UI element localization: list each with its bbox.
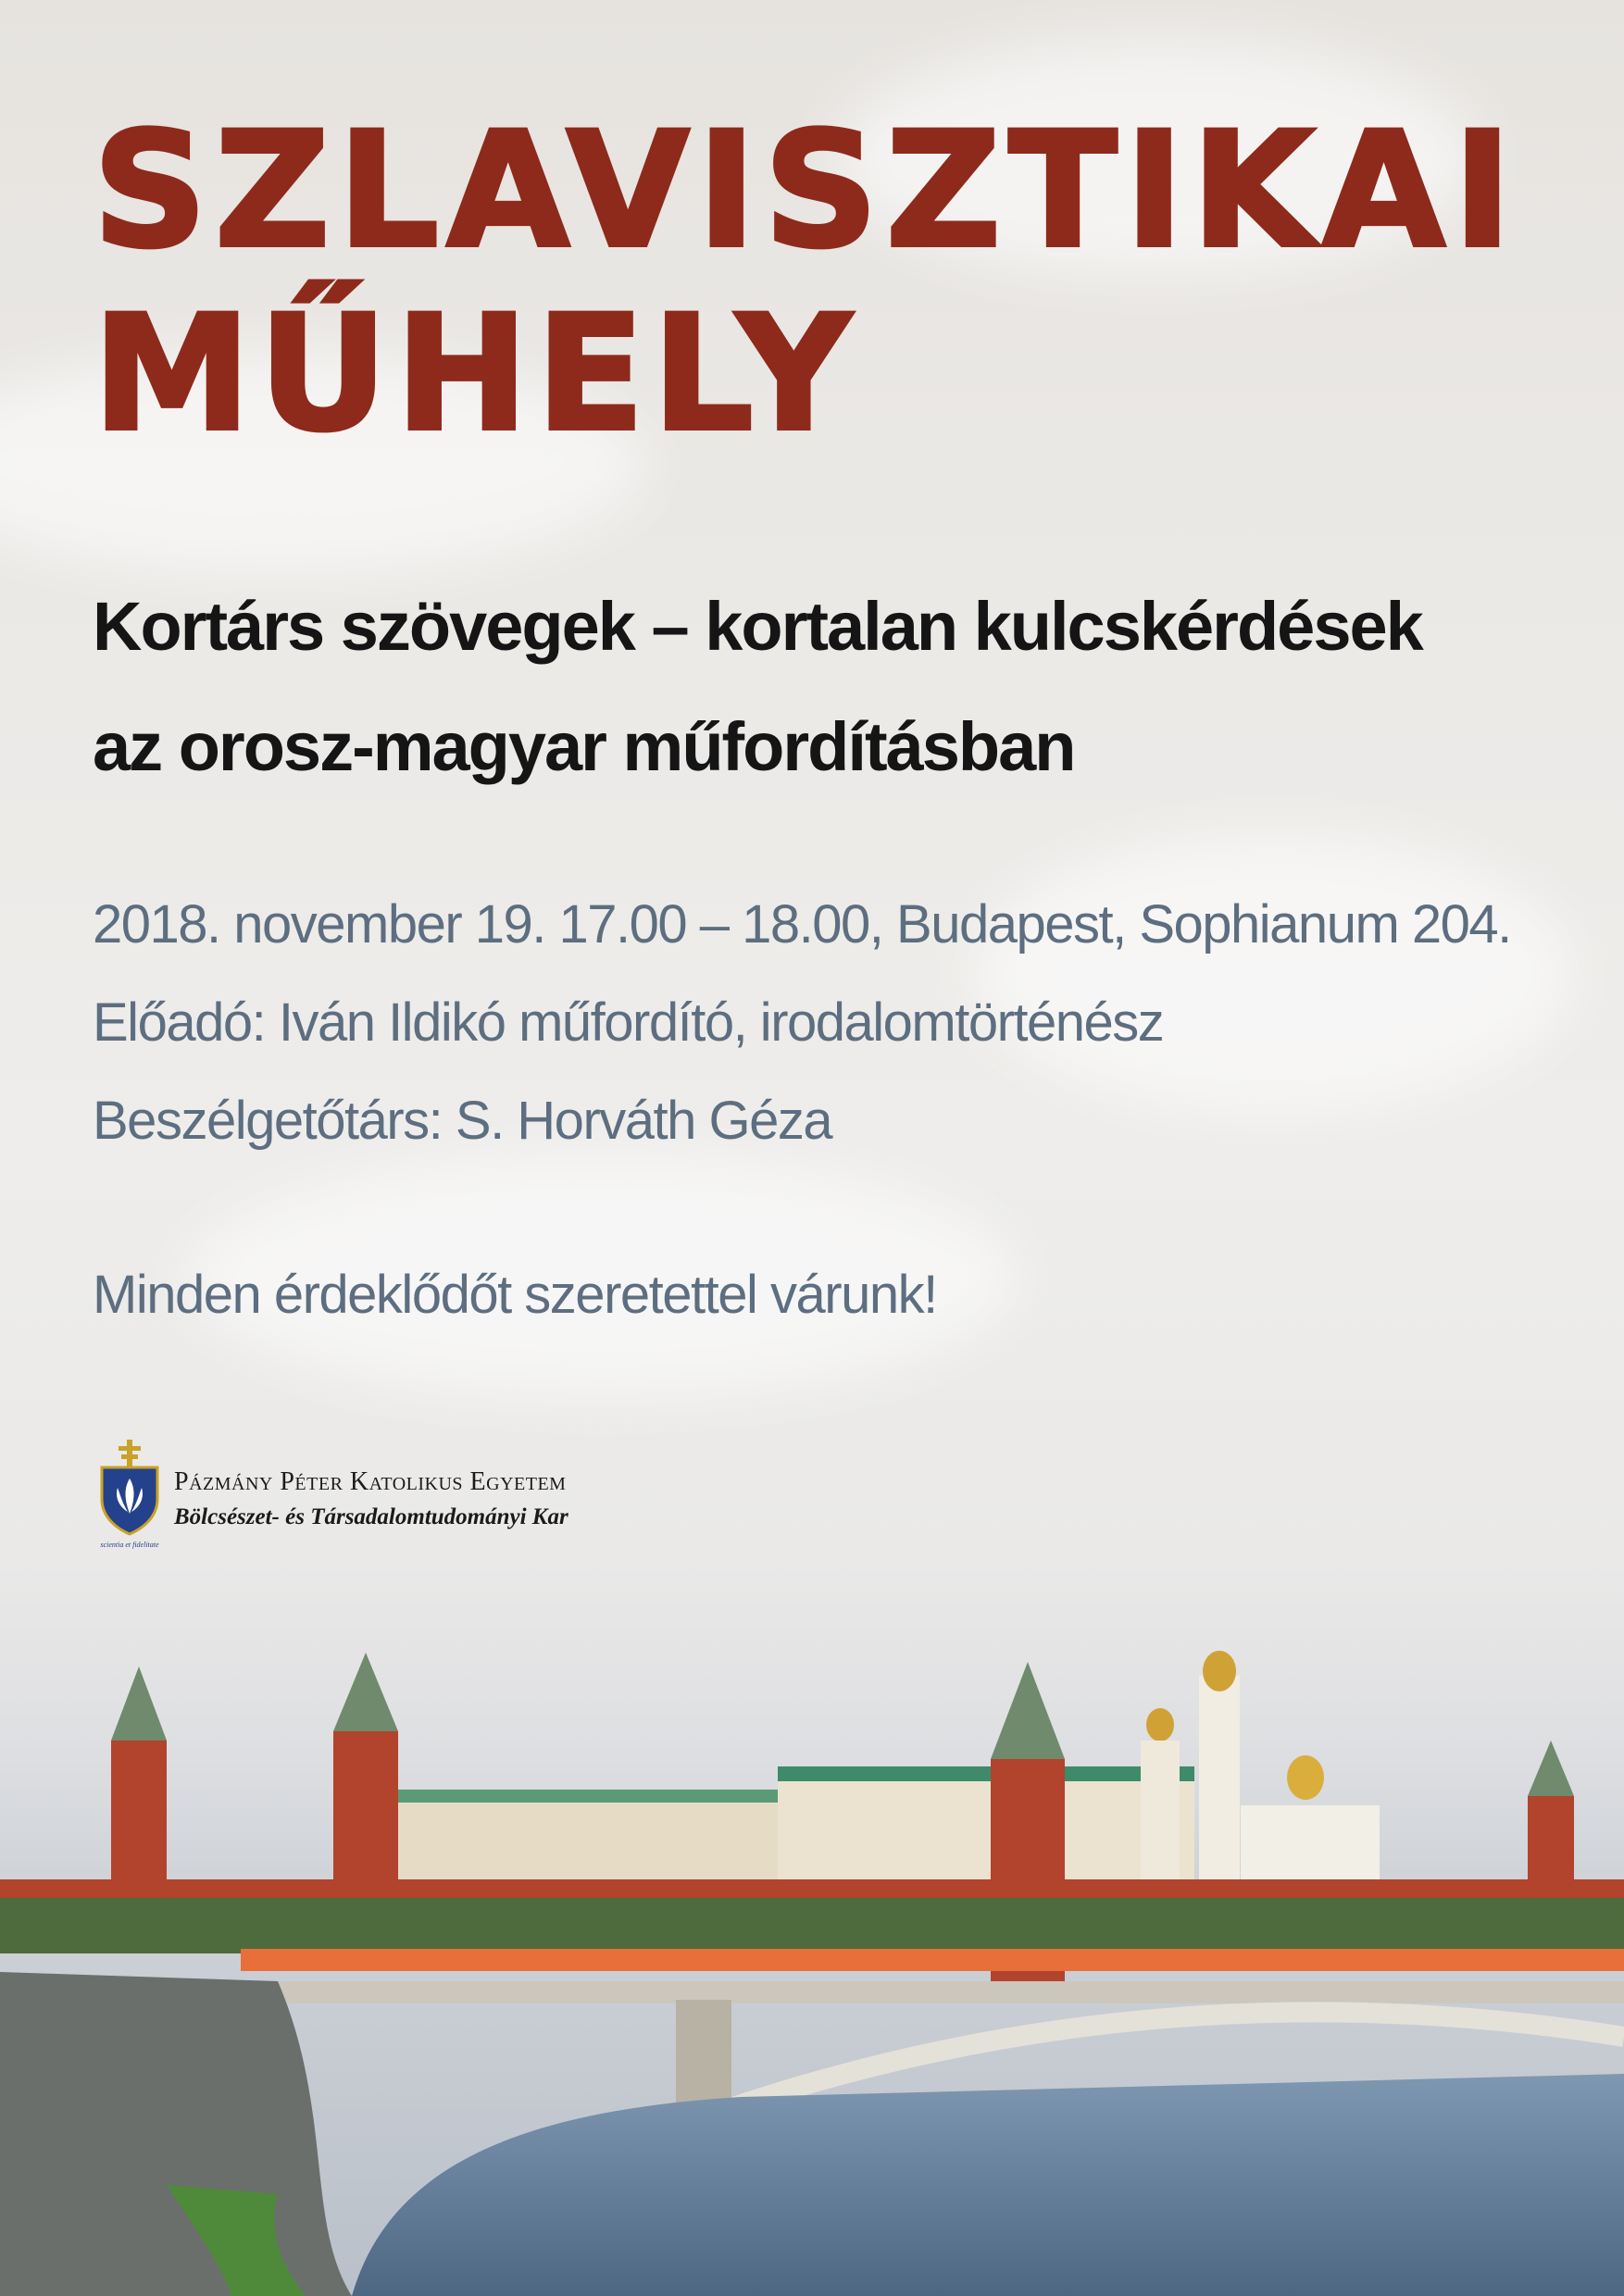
tower-spire [111, 1666, 167, 1741]
faculty-name: Bölcsészet- és Társadalomtudományi Kar [174, 1504, 568, 1529]
subtitle-line-2: az orosz-magyar műfordításban [93, 708, 1075, 785]
tower-spire [333, 1653, 398, 1731]
crest-icon [93, 1440, 167, 1551]
river [352, 2074, 1624, 2296]
subtitle-line-1: Kortárs szövegek – kortalan kulcskérdések [93, 588, 1422, 665]
bell-tower [1199, 1676, 1240, 1898]
university-name: Pázmány Péter Katolikus Egyetem [174, 1467, 567, 1496]
university-logo [93, 1440, 667, 1551]
logo-motto: scientia et fidelitate [100, 1541, 159, 1549]
event-presenter: Előadó: Iván Ildikó műfordító, irodalomtörténész [93, 992, 1164, 1053]
title-line-1: SZLAVISZTIKAI [93, 97, 1520, 283]
bridge-deck [278, 1981, 1624, 2003]
flag-row [241, 1949, 1624, 1971]
embankment [0, 1972, 352, 2296]
event-interlocutor: Beszélgetőtárs: S. Horváth Géza [93, 1091, 832, 1151]
cross-icon [119, 1440, 141, 1467]
trees [0, 1898, 1624, 1953]
kremlin-skyline-image [0, 1592, 1624, 2296]
title-line-2: MŰHELY [93, 281, 859, 467]
cloud [972, 833, 1574, 1111]
tower-spire [1528, 1741, 1574, 1796]
gold-dome [1146, 1708, 1174, 1741]
palace-roof [389, 1790, 778, 1803]
event-invitation: Minden érdeklődőt szeretettel várunk! [93, 1265, 937, 1325]
gold-dome [1287, 1755, 1324, 1800]
palace-roof [778, 1766, 1194, 1781]
cathedral [1141, 1741, 1180, 1889]
event-datetime-place: 2018. november 19. 17.00 – 18.00, Budapest, Sophianum 204. [93, 894, 1511, 955]
gold-dome [1203, 1651, 1236, 1691]
tower-spire [991, 1662, 1065, 1759]
palace [778, 1778, 1194, 1889]
